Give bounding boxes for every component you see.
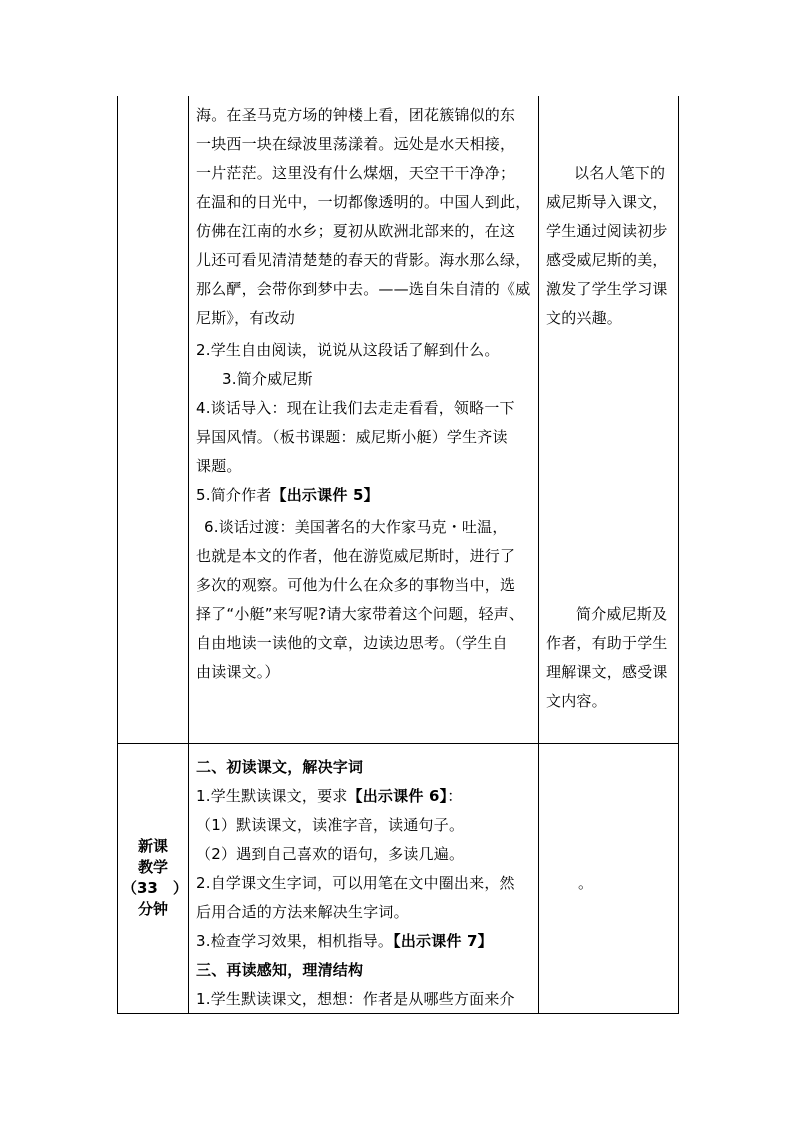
note-line: 以名人笔下的 <box>574 164 666 182</box>
table-border-bottom <box>117 1013 679 1014</box>
item5-line <box>196 485 379 505</box>
note-line: 理解课文，感受课 <box>546 663 668 681</box>
note-line: 文的兴趣。 <box>546 309 623 327</box>
step-line: 1.学生默读课文，想想：作者是从哪些方面来介 <box>196 990 515 1008</box>
content-line: 儿还可看见清清楚楚的春天的背影。海水那么绿， <box>196 251 531 269</box>
table-divider-col2 <box>538 96 539 1014</box>
courseware-ref: 【出示课件 7】 <box>393 932 493 950</box>
item6-line: 自由地读一读他的文章，边读边思考。（学生自 <box>196 634 508 652</box>
item6-line: 由读课文。） <box>196 663 280 681</box>
courseware-ref: 【出示课件 6】 <box>347 787 448 805</box>
item5-text: 5.简介作者 <box>196 486 272 504</box>
step1-text: 1.学生默读课文，要求 <box>196 787 348 805</box>
table-divider-col1 <box>188 96 189 1014</box>
note-line: 激发了学生学习课 <box>546 280 668 298</box>
item6-line: 择了“小艇”来写呢?请大家带着这个问题，轻声、 <box>196 605 525 623</box>
content-line: 仿佛在江南的水乡；夏初从欧洲北部来的，在这 <box>196 222 516 240</box>
content-line: 一片茫茫。这里没有什么煤烟，天空干干净净； <box>196 164 516 182</box>
step-line <box>196 786 462 806</box>
section-label: （33 ） <box>122 879 188 897</box>
step-line <box>196 931 493 951</box>
note-line: 作者，有助于学生 <box>546 634 668 652</box>
content-line: 尼斯》，有改动 <box>196 309 295 327</box>
section-heading: 三、再读感知，理清结构 <box>196 961 364 979</box>
content-line: 异国风情。（板书课题：威尼斯小艇）学生齐读 <box>196 428 508 446</box>
content-line: 3.简介威尼斯 <box>222 370 313 388</box>
section-label: 新课 <box>137 837 168 855</box>
note-line: 。 <box>578 874 594 892</box>
note-line: 威尼斯导入课文， <box>546 193 668 211</box>
content-line: 在温和的日光中，一切都像透明的。中国人到此， <box>196 193 531 211</box>
item6-line: 6.谈话过渡：美国著名的大作家马克・吐温， <box>204 518 508 536</box>
section-label: 教学 <box>137 858 168 876</box>
content-line: 海。在圣马克方场的钟楼上看，团花簇锦似的东 <box>196 106 516 124</box>
content-line: 课题。 <box>196 457 242 475</box>
section-heading: 二、初读课文，解决字词 <box>196 758 364 776</box>
note-line: 简介威尼斯及 <box>576 605 668 623</box>
content-line: 那么酽，会带你到梦中去。——选自朱自清的《威 <box>196 280 531 298</box>
item6-line: 多次的观察。可他为什么在众多的事物当中，选 <box>196 576 516 594</box>
step-line: 后用合适的方法来解决生字词。 <box>196 903 409 921</box>
note-line: 学生通过阅读初步 <box>546 222 668 240</box>
table-row-divider <box>117 743 679 744</box>
section-label: 分钟 <box>137 900 168 918</box>
item6-line: 也就是本文的作者，他在游览威尼斯时，进行了 <box>196 547 516 565</box>
step1-tail: ： <box>447 787 463 805</box>
step-line: 2.自学课文生字词，可以用笔在文中圈出来，然 <box>196 874 515 892</box>
table-border-right <box>678 96 679 1014</box>
content-line: 4.谈话导入：现在让我们去走走看看，领略一下 <box>196 399 515 417</box>
content-line: 一块西一块在绿波里荡漾着。远处是水天相接， <box>196 135 516 153</box>
requirement-line: （2）遇到自己喜欢的语句，多读几遍。 <box>196 845 465 863</box>
step3-text: 3.检查学习效果，相机指导。 <box>196 932 394 950</box>
note-line: 感受威尼斯的美， <box>546 251 668 269</box>
courseware-ref: 【出示课件 5】 <box>271 486 379 504</box>
table-border-left <box>117 96 118 1014</box>
note-line: 文内容。 <box>546 692 607 710</box>
requirement-line: （1）默读课文，读准字音，读通句子。 <box>196 816 465 834</box>
content-line: 2.学生自由阅读，说说从这段话了解到什么。 <box>196 341 500 359</box>
